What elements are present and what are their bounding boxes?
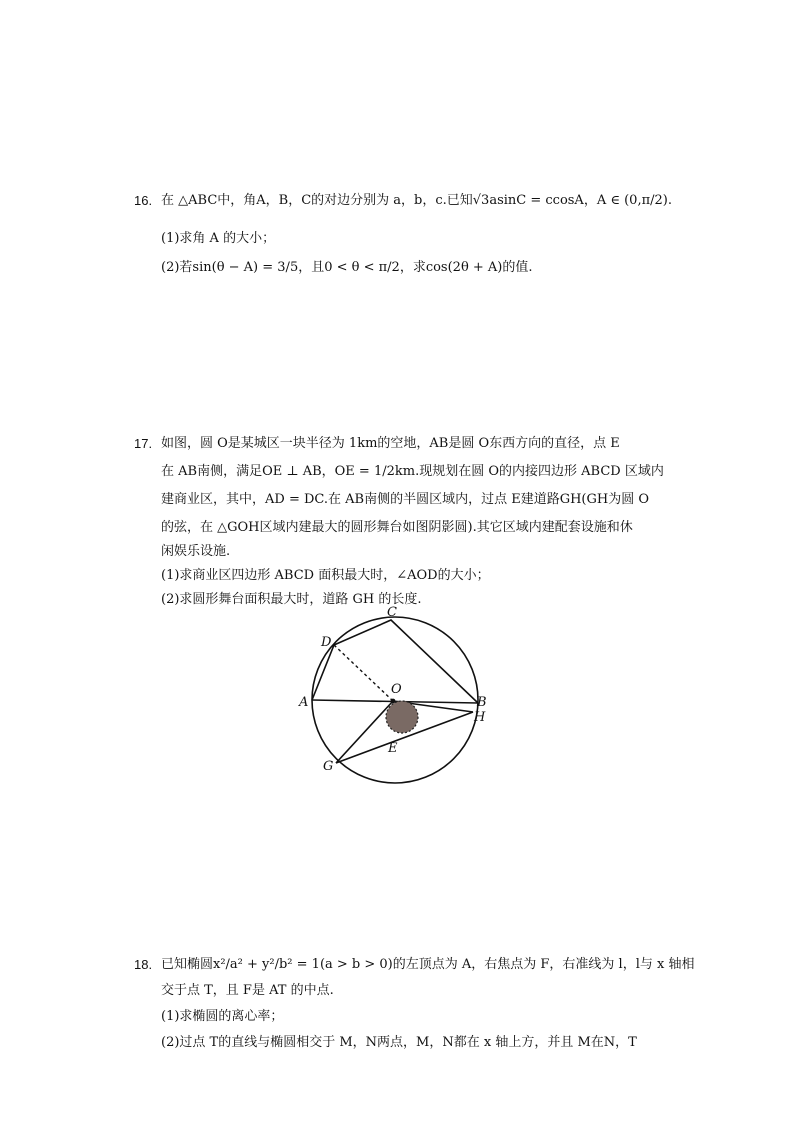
problem-part-1: (1)求椭圆的离心率； bbox=[161, 1009, 284, 1024]
problem-number: 18. bbox=[134, 957, 153, 972]
label-h: H bbox=[474, 710, 486, 725]
problem-part-2: (2)过点 T的直线与椭圆相交于 M，N两点，M，N都在 x 轴上方，并且 M在N，T bbox=[161, 1035, 637, 1050]
geometry-figure bbox=[296, 600, 496, 790]
segment-od bbox=[334, 645, 393, 701]
problem-text-line: 在 AB南侧，满足OE ⊥ AB，OE = 1/2km.现规划在圆 O的内接四边形 ABCD 区域内 bbox=[161, 464, 664, 479]
problem-number: 17. bbox=[134, 436, 153, 451]
label-c: C bbox=[387, 605, 397, 620]
label-o: O bbox=[391, 682, 402, 697]
problem-text-line: 如图，圆 O是某城区一块半径为 1km的空地，AB是圆 O东西方向的直径，点 E bbox=[161, 436, 620, 451]
problem-text-line: 交于点 T，且 F是 AT 的中点. bbox=[161, 983, 334, 998]
problem-number: 16. bbox=[134, 193, 153, 208]
problem-16 bbox=[134, 191, 674, 278]
label-d: D bbox=[321, 635, 332, 650]
problem-part-1: (1)求商业区四边形 ABCD 面积最大时，∠AOD的大小； bbox=[161, 568, 490, 583]
label-e: E bbox=[388, 741, 398, 756]
center-point bbox=[391, 699, 396, 704]
segment-og bbox=[336, 701, 393, 763]
problem-text-line: 建商业区，其中，AD = DC.在 AB南侧的半圆区域内，过点 E建道路GH(GH为圆 O bbox=[161, 492, 650, 507]
problem-part-1: (1)求角 A 的大小； bbox=[161, 231, 276, 246]
problem-text-line: 闲娱乐设施. bbox=[161, 544, 231, 559]
label-g: G bbox=[323, 759, 334, 774]
label-b: B bbox=[477, 695, 487, 710]
problem-part-2: (2)若sin(θ − A) = 3/5，且0 < θ < π/2，求cos(2θ + A)的值. bbox=[161, 260, 533, 275]
problem-17 bbox=[134, 434, 674, 614]
problem-text-line: 已知椭圆x²/a² + y²/b² = 1(a > b > 0)的左顶点为 A，右焦点为 F，右准线为 l，l与 x 轴相 bbox=[161, 957, 695, 972]
label-a: A bbox=[299, 695, 309, 710]
stage-circle bbox=[386, 701, 418, 733]
problem-part-2: (2)求圆形舞台面积最大时，道路 GH 的长度. bbox=[161, 592, 422, 607]
problem-stem: 在 △ABC中，角A，B，C的对边分别为 a，b，c.已知√3asinC = ccosA，A ∈ (0,π/2). bbox=[161, 193, 672, 208]
problem-text-line: 的弦，在 △GOH区域内建最大的圆形舞台如图阴影圆).其它区域内建配套设施和休 bbox=[161, 520, 633, 535]
problem-18 bbox=[134, 955, 695, 1059]
